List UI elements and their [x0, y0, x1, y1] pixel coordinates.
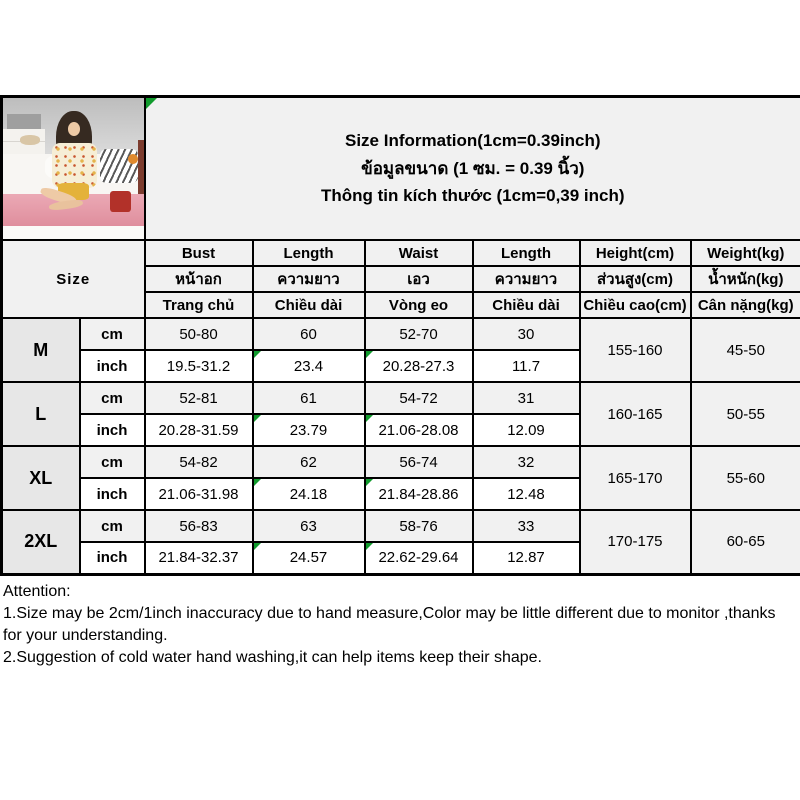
cell-2xl-cm-length: 63	[253, 510, 365, 542]
cell-flag-icon	[254, 543, 261, 550]
photo-pajama-top	[52, 143, 97, 188]
cell-m-cm-waist: 52-70	[365, 318, 473, 350]
col-header-length: Length	[253, 240, 365, 266]
unit-cm: cm	[80, 510, 145, 542]
cell-xl-weight: 55-60	[691, 446, 800, 510]
attention-heading: Attention:	[3, 582, 71, 600]
cell-xl-cm-length2: 32	[473, 446, 580, 478]
cell-flag-icon	[366, 351, 373, 358]
col-header-weight-vi: Cân nặng(kg)	[691, 292, 800, 318]
title-cell	[145, 97, 800, 241]
size-table	[0, 95, 800, 576]
row-l-cm	[2, 382, 800, 414]
cell-xl-inch-length: 24.18	[253, 478, 365, 510]
col-header-length2-th: ความยาว	[473, 266, 580, 292]
title-vietnamese: Thông tin kích thước (1cm=0,39 inch)	[321, 186, 625, 206]
size-label-2xl: 2XL	[2, 510, 80, 574]
size-label-xl: XL	[2, 446, 80, 510]
cell-l-inch-length2: 12.09	[473, 414, 580, 446]
cell-m-weight: 45-50	[691, 318, 800, 382]
cell-2xl-weight: 60-65	[691, 510, 800, 574]
col-header-length2: Length	[473, 240, 580, 266]
title-row	[2, 97, 800, 241]
cell-2xl-cm-waist: 58-76	[365, 510, 473, 542]
cell-2xl-inch-length: 24.57	[253, 542, 365, 574]
unit-inch: inch	[80, 478, 145, 510]
attention-line-2: 2.Suggestion of cold water hand washing,it can help items keep their shape.	[3, 648, 542, 666]
cell-flag-icon	[366, 543, 373, 550]
size-header-cell: Size	[2, 240, 145, 318]
cell-l-inch-bust: 20.28-31.59	[145, 414, 253, 446]
header-row-english	[2, 240, 800, 266]
cell-flag-icon	[254, 351, 261, 358]
cell-m-cm-bust: 50-80	[145, 318, 253, 350]
cell-l-cm-length: 61	[253, 382, 365, 414]
cell-l-cm-bust: 52-81	[145, 382, 253, 414]
col-header-waist-th: เอว	[365, 266, 473, 292]
size-label-m: M	[2, 318, 80, 382]
col-header-bust-vi: Trang chủ	[145, 292, 253, 318]
unit-cm: cm	[80, 318, 145, 350]
product-photo	[2, 97, 145, 241]
col-header-length2-vi: Chiều dài	[473, 292, 580, 318]
row-2xl-cm	[2, 510, 800, 542]
cell-flag-icon	[146, 98, 157, 109]
cell-xl-cm-waist: 56-74	[365, 446, 473, 478]
cell-xl-cm-bust: 54-82	[145, 446, 253, 478]
cell-2xl-inch-waist: 22.62-29.64	[365, 542, 473, 574]
photo-red-bag	[110, 191, 131, 212]
cell-l-height: 160-165	[580, 382, 691, 446]
cell-xl-height: 165-170	[580, 446, 691, 510]
col-header-bust-th: หน้าอก	[145, 266, 253, 292]
cell-flag-icon	[254, 479, 261, 486]
col-header-waist-vi: Vòng eo	[365, 292, 473, 318]
photo-telephone	[20, 135, 40, 145]
cell-l-cm-length2: 31	[473, 382, 580, 414]
cell-xl-inch-waist: 21.84-28.86	[365, 478, 473, 510]
unit-cm: cm	[80, 382, 145, 414]
cell-l-inch-waist: 21.06-28.08	[365, 414, 473, 446]
cell-xl-inch-length2: 12.48	[473, 478, 580, 510]
cell-2xl-inch-length2: 12.87	[473, 542, 580, 574]
photo-bed-sheet	[3, 226, 144, 239]
cell-l-cm-waist: 54-72	[365, 382, 473, 414]
unit-inch: inch	[80, 542, 145, 574]
col-header-height: Height(cm)	[580, 240, 691, 266]
cell-xl-inch-bust: 21.06-31.98	[145, 478, 253, 510]
cell-l-inch-length: 23.79	[253, 414, 365, 446]
col-header-weight-th: น้ำหนัก(kg)	[691, 266, 800, 292]
attention-line-1: 1.Size may be 2cm/1inch inaccuracy due to hand measure,Color may be little different due to monitor ,thanks for your understanding.	[3, 604, 776, 644]
cell-xl-cm-length: 62	[253, 446, 365, 478]
row-m-cm	[2, 318, 800, 350]
col-header-weight: Weight(kg)	[691, 240, 800, 266]
cell-flag-icon	[366, 415, 373, 422]
row-xl-cm	[2, 446, 800, 478]
cell-m-height: 155-160	[580, 318, 691, 382]
col-header-length-th: ความยาว	[253, 266, 365, 292]
cell-2xl-height: 170-175	[580, 510, 691, 574]
col-header-bust: Bust	[145, 240, 253, 266]
unit-cm: cm	[80, 446, 145, 478]
cell-m-cm-length: 60	[253, 318, 365, 350]
unit-inch: inch	[80, 350, 145, 382]
cell-2xl-inch-bust: 21.84-32.37	[145, 542, 253, 574]
cell-2xl-cm-bust: 56-83	[145, 510, 253, 542]
title-english: Size Information(1cm=0.39inch)	[344, 131, 601, 151]
cell-2xl-cm-length2: 33	[473, 510, 580, 542]
cell-m-cm-length2: 30	[473, 318, 580, 350]
unit-inch: inch	[80, 414, 145, 446]
cell-flag-icon	[254, 415, 261, 422]
cell-m-inch-length2: 11.7	[473, 350, 580, 382]
cell-flag-icon	[366, 479, 373, 486]
col-header-waist: Waist	[365, 240, 473, 266]
title-thai: ข้อมูลขนาด (1 ซม. = 0.39 นิ้ว)	[361, 158, 585, 178]
cell-m-inch-waist: 20.28-27.3	[365, 350, 473, 382]
cell-l-weight: 50-55	[691, 382, 800, 446]
col-header-height-vi: Chiều cao(cm)	[580, 292, 691, 318]
col-header-length-vi: Chiều dài	[253, 292, 365, 318]
attention-notes	[0, 576, 800, 669]
photo-scene	[3, 98, 144, 239]
size-label-l: L	[2, 382, 80, 446]
cell-m-inch-bust: 19.5-31.2	[145, 350, 253, 382]
cell-m-inch-length: 23.4	[253, 350, 365, 382]
col-header-height-th: ส่วนสูง(cm)	[580, 266, 691, 292]
